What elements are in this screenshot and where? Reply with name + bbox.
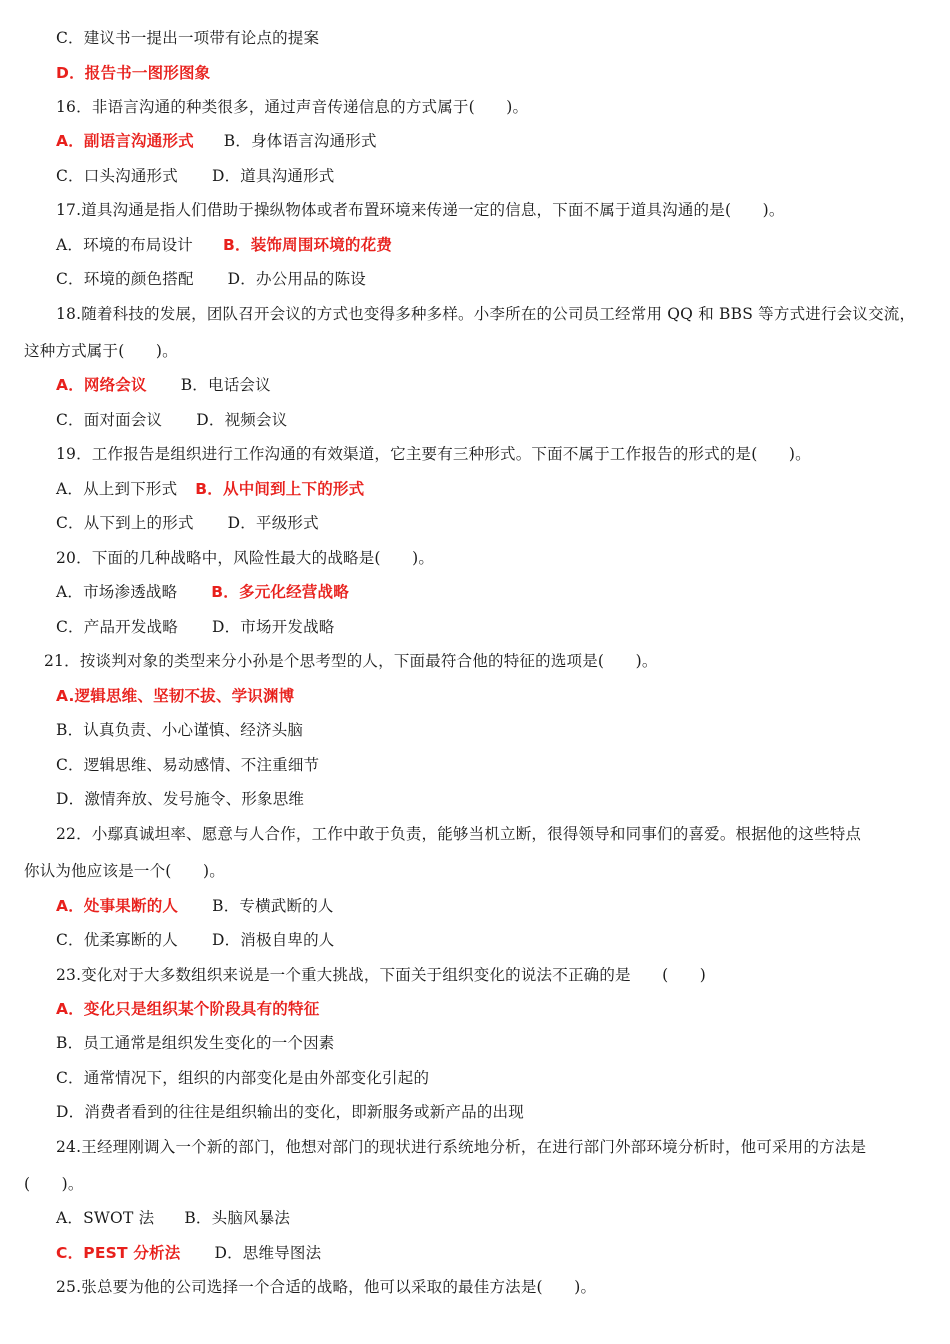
text-line (56, 269, 366, 289)
text-line (56, 200, 785, 220)
text-line (56, 896, 334, 916)
text-line (56, 444, 811, 464)
text-segment: 22．小鄢真诚坦率、愿意与人合作，工作中敢于负责，能够当机立断，很得领导和同事们的喜爱。根据他的这些特点 (56, 825, 862, 843)
text-line (56, 617, 335, 637)
text-line (24, 1174, 84, 1194)
text-segment: A．市场渗透战略 (56, 583, 178, 601)
text-segment: 24.王经理刚调入一个新的部门，他想对部门的现状进行系统地分析，在进行部门外部环境分析时，他可采用的方法是 (56, 1138, 867, 1156)
text-line (56, 720, 303, 740)
answer-option: A．变化只是组织某个阶段具有的特征 (56, 1000, 320, 1018)
text-segment: D．视频会议 (196, 411, 288, 429)
answer-option: A．副语言沟通形式 (56, 132, 194, 150)
text-segment: C．逻辑思维、易动感情、不注重细节 (56, 756, 320, 774)
text-segment: C．产品开发战略 (56, 618, 178, 636)
text-line (56, 97, 528, 117)
text-segment: D．思维导图法 (214, 1244, 322, 1262)
text-segment: C．建议书一提出一项带有论点的提案 (56, 29, 320, 47)
text-segment: D．激情奔放、发号施令、形象思维 (56, 790, 305, 808)
text-line (24, 341, 178, 361)
text-segment: C．口头沟通形式 (56, 167, 178, 185)
text-segment: B．认真负责、小心谨慎、经济头脑 (56, 721, 304, 739)
text-segment: C．环境的颜色搭配 (56, 270, 194, 288)
text-line (56, 235, 392, 255)
text-segment: ( )。 (24, 1175, 84, 1193)
text-line (56, 1277, 596, 1297)
text-segment: B．员工通常是组织发生变化的一个因素 (56, 1034, 335, 1052)
text-segment: 21．按谈判对象的类型来分小孙是个思考型的人，下面最符合他的特征的选项是( )。 (44, 652, 658, 670)
text-segment: D．消费者看到的往往是组织输出的变化，即新服务或新产品的出现 (56, 1103, 524, 1121)
text-segment: 25.张总要为他的公司选择一个合适的战略，他可以采取的最佳方法是( )。 (56, 1278, 597, 1296)
text-segment: B．专横武断的人 (212, 897, 334, 915)
text-segment: C．优柔寡断的人 (56, 931, 178, 949)
text-segment: A．环境的布局设计 (56, 236, 193, 254)
text-segment: 20．下面的几种战略中，风险性最大的战略是( )。 (56, 549, 435, 567)
text-segment: C．通常情况下，组织的内部变化是由外部变化引起的 (56, 1069, 430, 1087)
text-line (56, 1102, 524, 1122)
text-segment: 19．工作报告是组织进行工作沟通的有效渠道，它主要有三种形式。下面不属于工作报告的形式的是( )。 (56, 445, 811, 463)
text-line (56, 965, 706, 985)
text-line (56, 63, 210, 83)
text-line (56, 131, 377, 151)
text-line (56, 1137, 866, 1157)
text-line (56, 28, 319, 48)
text-line (56, 686, 294, 706)
text-line (56, 930, 335, 950)
text-line (56, 1243, 321, 1263)
text-line (56, 999, 319, 1019)
text-line (56, 789, 304, 809)
text-segment: B．身体语言沟通形式 (223, 132, 377, 150)
answer-option: D．报告书一图形图象 (56, 64, 211, 82)
text-line (44, 651, 658, 671)
text-line (56, 582, 349, 602)
text-segment: C．从下到上的形式 (56, 514, 194, 532)
answer-option: A．网络会议 (56, 376, 147, 394)
text-segment: A．SWOT 法 (56, 1209, 155, 1227)
text-line (56, 824, 861, 844)
text-segment: D．消极自卑的人 (211, 931, 335, 949)
answer-option: C．PEST 分析法 (56, 1244, 181, 1262)
text-segment: D．办公用品的陈设 (227, 270, 366, 288)
text-line (56, 304, 915, 324)
text-line (56, 1208, 290, 1228)
text-line (56, 410, 287, 430)
text-segment: 这种方式属于( )。 (24, 342, 178, 360)
text-line (56, 166, 335, 186)
text-line (56, 548, 434, 568)
answer-option: B．从中间到上下的形式 (195, 480, 365, 498)
text-line (56, 755, 319, 775)
text-segment: 23.变化对于大多数组织来说是一个重大挑战，下面关于组织变化的说法不正确的是 ( ) (56, 966, 707, 984)
text-segment: 你认为他应该是一个( )。 (24, 862, 225, 880)
answer-option: B．装饰周围环境的花费 (223, 236, 393, 254)
answer-option: A.逻辑思维、坚韧不拔、学识渊博 (56, 687, 295, 705)
text-line (56, 375, 271, 395)
text-line (56, 1033, 335, 1053)
text-segment: 16．非语言沟通的种类很多，通过声音传递信息的方式属于( )。 (56, 98, 529, 116)
text-segment: D．平级形式 (227, 514, 319, 532)
answer-option: B．多元化经营战略 (211, 583, 349, 601)
text-segment: D．道具沟通形式 (211, 167, 335, 185)
text-line (56, 1068, 429, 1088)
text-segment: D．市场开发战略 (211, 618, 335, 636)
text-segment: 17.道具沟通是指人们借助于操纵物体或者布置环境来传递一定的信息，下面不属于道具沟通的是( )。 (56, 201, 785, 219)
text-segment: 18.随着科技的发展，团队召开会议的方式也变得多种多样。小李所在的公司员工经常用 QQ 和 BBS 等方式进行会议交流， (56, 305, 916, 323)
text-line (24, 861, 225, 881)
answer-option: A．处事果断的人 (56, 897, 179, 915)
text-segment: A．从上到下形式 (56, 480, 178, 498)
text-segment: C．面对面会议 (56, 411, 163, 429)
text-segment: B．电话会议 (180, 376, 271, 394)
text-segment: B．头脑风暴法 (184, 1209, 291, 1227)
text-line (56, 513, 319, 533)
text-line (56, 479, 364, 499)
